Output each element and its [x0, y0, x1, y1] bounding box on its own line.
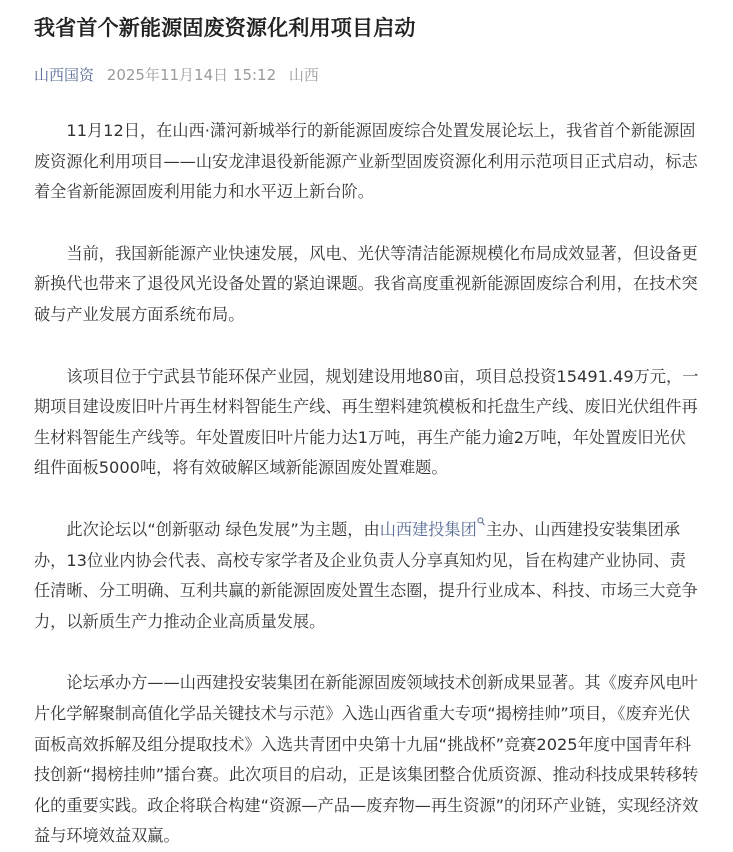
paragraph-4	[34, 515, 699, 637]
paragraph-1: 11月12日，在山西·潇河新城举行的新能源固废综合处置发展论坛上，我省首个新能源固废资源化利用项目——山安龙津退役新能源产业新型固废资源化利用示范项目正式启动，标志着全省新能源固废利用能力和水平迈上新台阶。	[34, 121, 698, 202]
paragraph-3: 该项目位于宁武县节能环保产业园，规划建设用地80亩，项目总投资15491.49万元，一期项目建设废旧叶片再生材料智能生产线、再生塑料建筑模板和托盘生产线、废旧光伏组件再生材料智能生产线等。年处置废旧叶片能力达1万吨，再生产能力逾2万吨，年处置废旧光伏组件面板5000吨，将有效破解区域新能源固废处置难题。	[34, 366, 699, 478]
publish-location: 山西	[288, 66, 319, 84]
paragraph-2: 当前，我国新能源产业快速发展，风电、光伏等清洁能源规模化布局成效显著，但设备更新换代也带来了退役风光设备处置的紧迫课题。我省高度重视新能源固废综合利用，在技术突破与产业发展方面系统布局。	[34, 243, 698, 324]
article-meta	[34, 64, 699, 86]
company-search-link[interactable]	[380, 520, 486, 539]
paragraph-4-text-after: 主办、山西建投安装集团承办，13位业内协会代表、高校专家学者及企业负责人分享真知灼见，旨在构建产业协同、责任清晰、分工明确、互利共赢的新能源固废处置生态圈，提升行业成本、科技、市场三大竞争力，以新质生产力推动企业高质量发展。	[34, 519, 698, 631]
article-content	[34, 116, 699, 852]
article-title: 我省首个新能源固废资源化利用项目启动	[34, 16, 416, 40]
paragraph-4-text-before: 此次论坛以“创新驱动 绿色发展”为主题，由	[66, 519, 380, 539]
company-link-label: 山西建投集团	[379, 519, 477, 539]
account-name-link[interactable]: 山西国资	[34, 66, 95, 84]
publish-time: 2025年11月14日 15:12	[106, 66, 277, 84]
search-icon	[477, 517, 485, 526]
paragraph-5: 论坛承办方——山西建投安装集团在新能源固废领域技术创新成果显著。其《废弃风电叶片化学解聚制高值化学品关键技术与示范》入选山西省重大专项“揭榜挂帅”项目，《废弃光伏面板高效拆解及组分提取技术》入选共青团中央第十九届“挑战杯”竞赛2025年度中国青年科技创新“揭榜挂帅”擂台赛。此次项目的启动，正是该集团整合优质资源、推动科技成果转移转化的重要实践。政企将联合构建“资源—产品—废弃物—再生资源”的闭环产业链，实现经济效益与环境效益双赢。	[34, 673, 699, 846]
